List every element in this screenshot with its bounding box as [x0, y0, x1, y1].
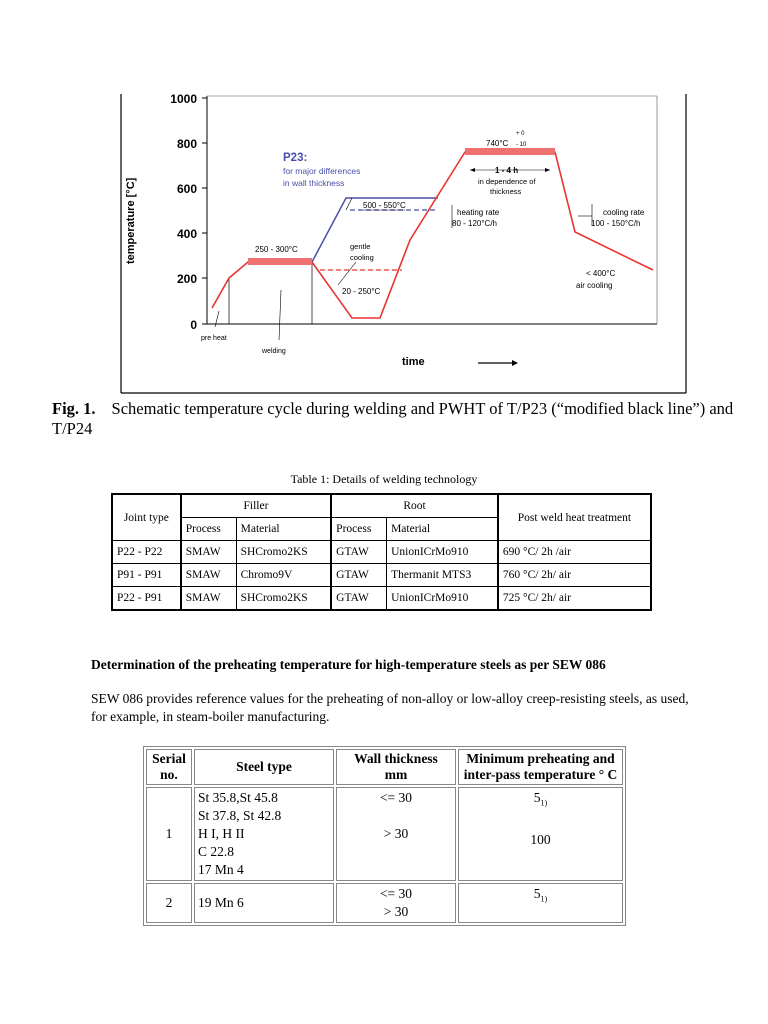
- section-heading: Determination of the preheating temperature for high-temperature steels as per SEW 086: [91, 657, 606, 672]
- gentle-label: gentle: [350, 242, 371, 251]
- preheating-table: [143, 746, 626, 926]
- col-joint-type: Joint type: [112, 494, 181, 541]
- hold-time: 1 - 4 h: [495, 166, 519, 175]
- figure-label: Fig. 1.: [52, 399, 96, 418]
- col-filler: Filler: [181, 494, 331, 518]
- y-tick-1000: 1000: [170, 92, 197, 106]
- preheat-hold-bar: [248, 258, 312, 265]
- cooling-rate-value: 100 - 150°C/h: [591, 219, 641, 228]
- col-filler-process: Process: [181, 518, 236, 541]
- p23-title: P23:: [283, 152, 308, 164]
- range-250-300: 250 - 300°C: [255, 245, 298, 254]
- y-tick-800: 800: [176, 137, 197, 151]
- heating-rate-label: heating rate: [457, 208, 500, 217]
- air-cooling-label: air cooling: [576, 281, 613, 290]
- col-root: Root: [331, 494, 498, 518]
- col-filler-material: Material: [236, 518, 331, 541]
- col-root-material: Material: [387, 518, 498, 541]
- welding-label: welding: [262, 348, 286, 355]
- cooling-rate-label: cooling rate: [603, 208, 645, 217]
- pre-heat-label: pre heat: [201, 335, 227, 342]
- col-root-process: Process: [331, 518, 386, 541]
- table1-title: Table 1: Details of welding technology: [290, 472, 478, 486]
- col-pwht: Post weld heat treatment: [498, 494, 651, 541]
- hold-dependence: in dependence of: [478, 177, 536, 186]
- section-body: SEW 086 provides reference values for the preheating of non-alloy or low-alloy creep-resisting steels, as used, for example, in steam-boiler manufacturing.: [91, 691, 689, 724]
- range-500-550: 500 - 550°C: [363, 201, 406, 210]
- table-row: P22 - P22 SMAW SHCromo2KS GTAW UnionICrMo910 690 °C/ 2h /air: [112, 541, 651, 564]
- p24-red-curve: [212, 152, 653, 318]
- welding-technology-table: [111, 493, 652, 611]
- steel-list: St 35.8,St 45.8 St 37.8, St 42.8 H I, H II C 22.8 17 Mn 4: [194, 787, 334, 881]
- range-20-250: 20 - 250°C: [342, 287, 381, 296]
- p23-line2: in wall thickness: [283, 178, 345, 188]
- table-row: P91 - P91 SMAW Chromo9V GTAW Thermanit MTS3 760 °C/ 2h/ air: [112, 564, 651, 587]
- tol-plus: + 0: [516, 131, 525, 137]
- y-axis-label: temperature [°C]: [125, 177, 137, 264]
- col-min-temp: Minimum preheating and inter-pass temperature ° C: [458, 749, 623, 785]
- hold-thickness: thickness: [490, 187, 522, 196]
- figure-caption-text: Schematic temperature cycle during welding and PWHT of T/P23 (“modified black line”) and T/P24: [52, 399, 734, 438]
- table-row: P22 - P91 SMAW SHCromo2KS GTAW UnionICrMo910 725 °C/ 2h/ air: [112, 587, 651, 611]
- y-tick-400: 400: [176, 227, 197, 241]
- x-axis-label: time: [402, 356, 425, 368]
- temperature-cycle-figure: [0, 0, 768, 400]
- temp-740: 740°C: [486, 139, 509, 148]
- heating-rate-value: 80 - 120°C/h: [452, 219, 498, 228]
- col-steel-type: Steel type: [194, 749, 334, 785]
- y-tick-200: 200: [176, 272, 197, 286]
- table-row: 2 19 Mn 6 <= 30 > 30 $5_{1)}$: [146, 883, 623, 923]
- y-tick-600: 600: [176, 182, 197, 196]
- p23-line1: for major differences: [283, 166, 361, 176]
- col-wall-thickness: Wall thickness mm: [336, 749, 456, 785]
- tol-minus: - 10: [516, 142, 527, 148]
- col-serial: Serial no.: [146, 749, 192, 785]
- figure-caption: [52, 399, 742, 439]
- y-tick-0: 0: [190, 318, 197, 332]
- below-400-label: < 400°C: [586, 269, 616, 278]
- time-arrow: [478, 360, 518, 366]
- pwht-hold-bar: [465, 148, 555, 155]
- table-row: 1 St 35.8,St 45.8 St 37.8, St 42.8 H I, H II C 22.8 17 Mn 4 <= 30 > 30 $5_{1)}$ 100: [146, 787, 623, 881]
- cooling-label: cooling: [350, 253, 374, 262]
